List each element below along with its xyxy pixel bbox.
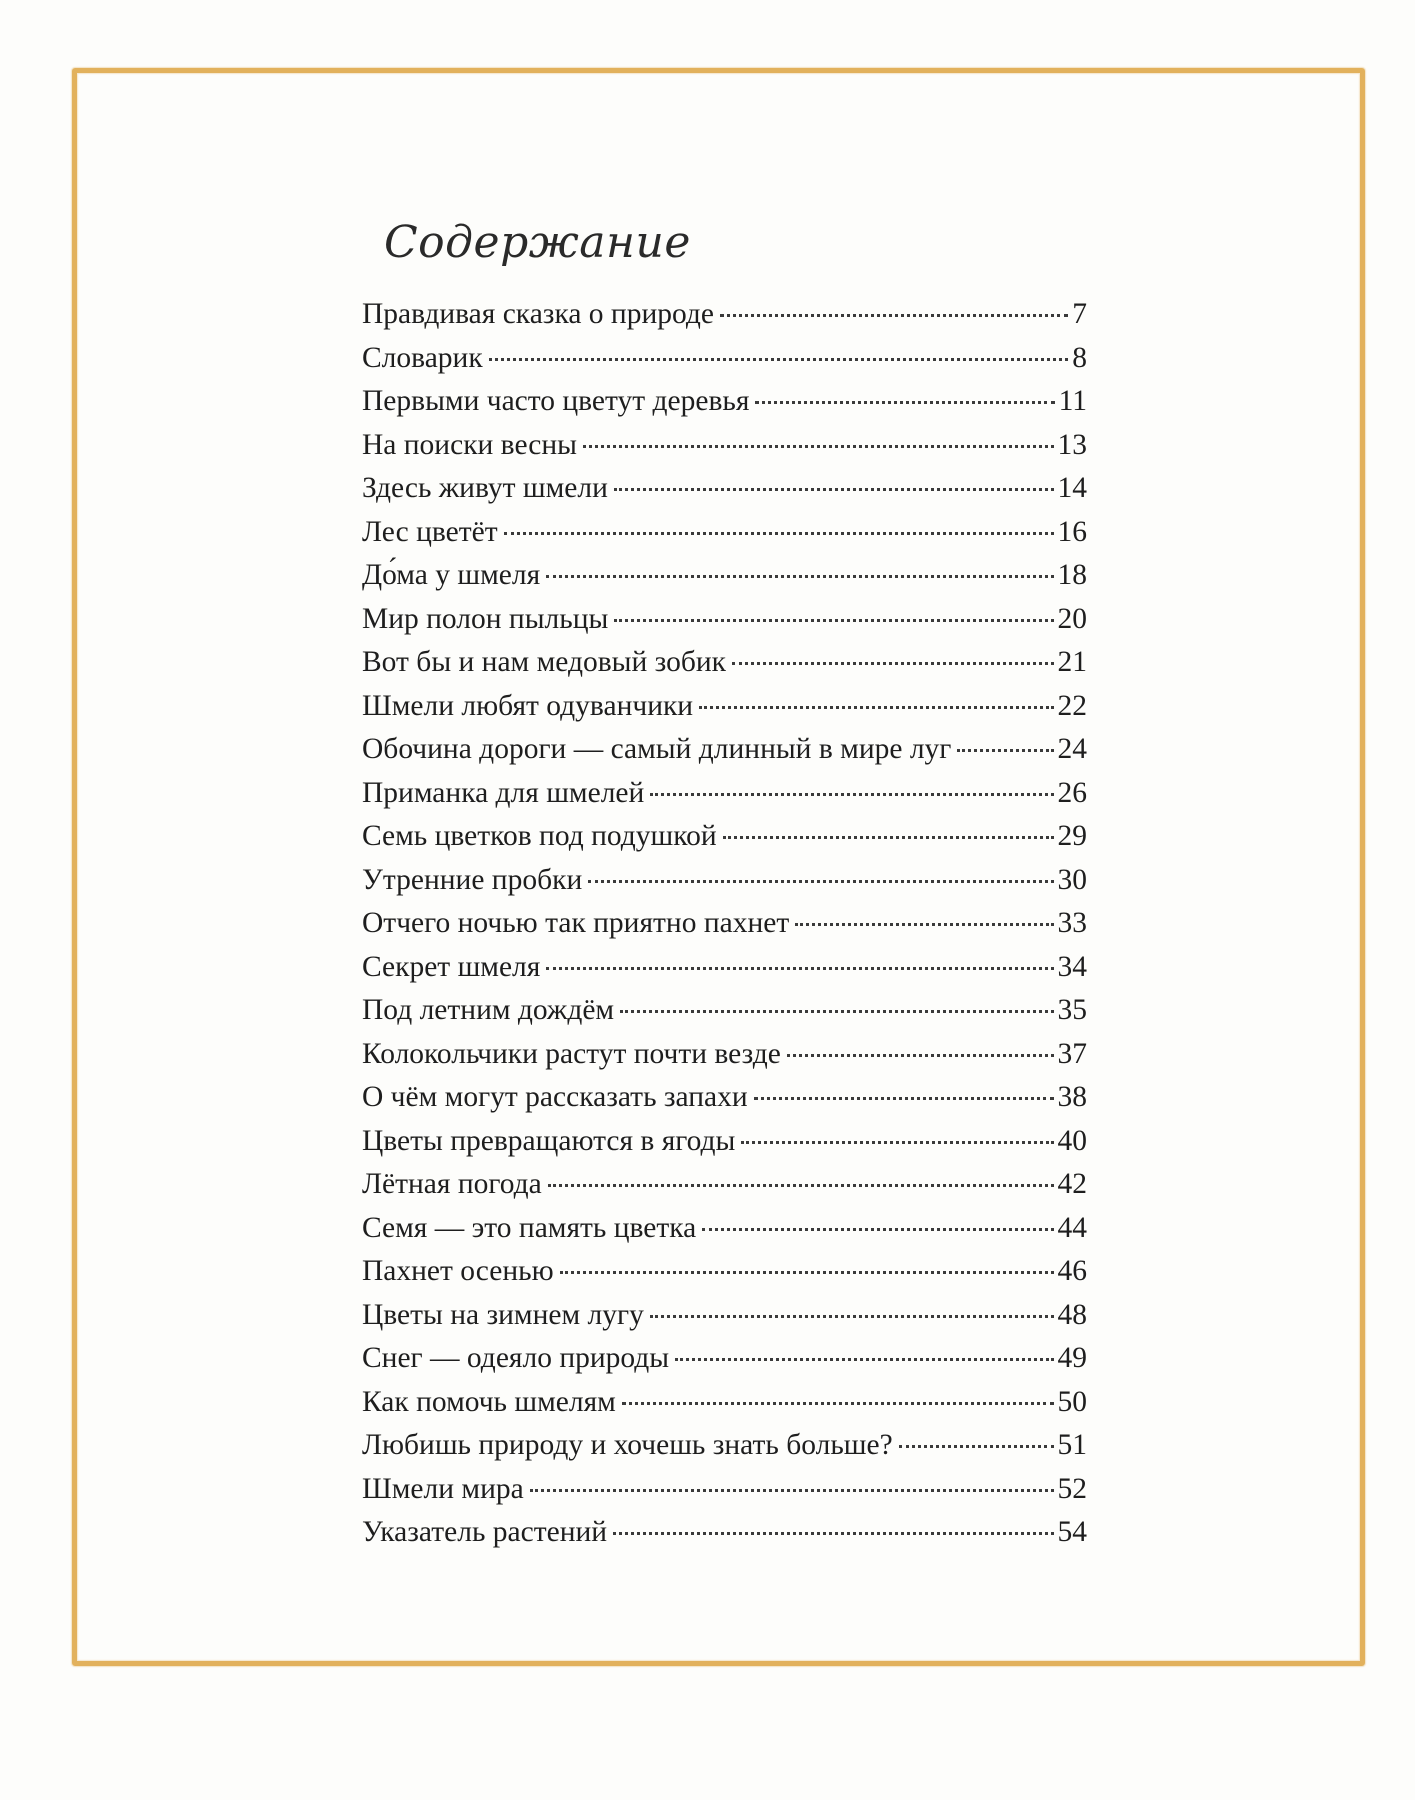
toc-entry-page-number: 44 [1057, 1211, 1087, 1244]
toc-entry [362, 859, 1087, 903]
toc-entry-title: Лётная погода [362, 1168, 542, 1200]
toc-entry-title: Мир полон пыльцы [362, 602, 609, 635]
toc-entry-page-number: 26 [1057, 776, 1087, 809]
toc-entry-title: О чём могут рассказать запахи [362, 1081, 748, 1113]
dot-leader [489, 358, 1069, 361]
toc-entry-page-number: 14 [1057, 472, 1087, 504]
dot-leader [620, 1010, 1053, 1013]
toc-entry-page-number: 18 [1057, 559, 1087, 591]
dot-leader [504, 532, 1054, 535]
toc-list [362, 293, 1087, 1555]
dot-leader [613, 1532, 1053, 1535]
dot-leader [583, 445, 1054, 448]
dot-leader [723, 836, 1054, 839]
dot-leader [732, 662, 1054, 665]
dot-leader [588, 880, 1053, 883]
toc-entry [362, 293, 1087, 337]
toc-entry-page-number: 40 [1057, 1124, 1087, 1157]
toc-entry-page-number: 51 [1057, 1429, 1087, 1461]
toc-entry [362, 641, 1087, 685]
toc-entry [362, 902, 1087, 946]
toc-entry [362, 1381, 1087, 1425]
toc-entry-title: Пахнет осенью [362, 1255, 554, 1287]
toc-entry-page-number: 46 [1057, 1255, 1087, 1287]
toc-entry-page-number: 35 [1057, 994, 1087, 1026]
dot-leader [699, 706, 1053, 709]
toc-entry [362, 772, 1087, 816]
toc-entry [362, 1511, 1087, 1555]
toc-entry-title: Любишь природу и хочешь знать больше? [362, 1429, 893, 1461]
toc-entry [362, 424, 1087, 468]
dot-leader [755, 401, 1054, 404]
dot-leader [614, 619, 1053, 622]
toc-entry [362, 598, 1087, 642]
dot-leader [787, 1054, 1054, 1057]
toc-entry-page-number: 33 [1057, 907, 1087, 939]
dot-leader [741, 1141, 1053, 1144]
toc-entry-title: Шмели любят одуванчики [362, 689, 694, 722]
toc-entry-title: Колокольчики растут почти везде [362, 1037, 781, 1070]
dot-leader [546, 967, 1053, 970]
toc-entry-title: Цветы превращаются в ягоды [362, 1124, 736, 1157]
toc-entry-page-number: 48 [1057, 1298, 1087, 1331]
toc-entry-title: Утренние пробки [362, 863, 583, 896]
dot-leader [702, 1228, 1053, 1231]
toc-entry-title: Шмели мира [362, 1472, 524, 1505]
toc-entry-title: Первыми часто цветут деревья [362, 385, 750, 417]
toc-entry [362, 337, 1087, 381]
toc-entry [362, 685, 1087, 729]
toc-entry [362, 1163, 1087, 1207]
toc-entry-title: Как помочь шмелям [362, 1385, 616, 1418]
dot-leader [754, 1097, 1054, 1100]
dot-leader [650, 1315, 1054, 1318]
toc-entry [362, 511, 1087, 555]
toc-entry-page-number: 42 [1057, 1168, 1087, 1200]
dot-leader [548, 1184, 1054, 1187]
dot-leader [795, 923, 1053, 926]
dot-leader [720, 314, 1068, 317]
toc-entry-title: Снег — одеяло природы [362, 1342, 670, 1374]
toc-entry-title: Правдивая сказка о природе [362, 298, 714, 330]
toc-entry-page-number: 7 [1072, 298, 1087, 330]
toc-entry-page-number: 30 [1057, 863, 1087, 896]
toc-entry-title: Цветы на зимнем лугу [362, 1298, 644, 1331]
toc-entry [362, 1076, 1087, 1120]
toc-entry-title: Вот бы и нам медовый зобик [362, 646, 726, 678]
toc-entry [362, 554, 1087, 598]
toc-entry-title: Секрет шмеля [362, 950, 541, 983]
toc-entry-title: Лес цветёт [362, 515, 498, 548]
toc-entry [362, 1424, 1087, 1468]
toc-title: Содержание [384, 217, 691, 268]
toc-entry [362, 815, 1087, 859]
toc-entry [362, 1033, 1087, 1077]
toc-entry-page-number: 13 [1057, 428, 1087, 461]
toc-entry-title: Обочина дороги — самый длинный в мире луг [362, 733, 952, 765]
toc-entry-page-number: 54 [1057, 1516, 1087, 1548]
toc-entry [362, 380, 1087, 424]
toc-entry [362, 1294, 1087, 1338]
toc-entry-page-number: 34 [1057, 950, 1087, 983]
toc-entry-page-number: 50 [1057, 1385, 1087, 1418]
toc-entry-title: Словарик [362, 341, 483, 374]
toc-entry-page-number: 29 [1057, 820, 1087, 852]
toc-entry-title: На поиски весны [362, 428, 577, 461]
toc-entry-page-number: 20 [1057, 602, 1087, 635]
toc-entry [362, 1468, 1087, 1512]
table-of-contents [362, 215, 1087, 1555]
toc-entry [362, 1120, 1087, 1164]
toc-entry [362, 989, 1087, 1033]
toc-entry-page-number: 49 [1057, 1342, 1087, 1374]
toc-entry [362, 1207, 1087, 1251]
dot-leader [530, 1489, 1054, 1492]
dot-leader [957, 749, 1053, 752]
toc-entry-title: Указатель растений [362, 1516, 608, 1548]
toc-entry [362, 946, 1087, 990]
toc-entry-title: Семя — это память цветка [362, 1211, 697, 1244]
toc-entry-page-number: 37 [1057, 1037, 1087, 1070]
toc-entry-title: Под летним дождём [362, 994, 615, 1026]
toc-entry [362, 1250, 1087, 1294]
dot-leader [899, 1445, 1054, 1448]
toc-entry-page-number: 8 [1072, 341, 1087, 374]
toc-entry-page-number: 21 [1057, 646, 1087, 678]
dot-leader [675, 1358, 1053, 1361]
toc-entry-title: Семь цветков под подушкой [362, 820, 717, 852]
toc-entry [362, 1337, 1087, 1381]
dot-leader [622, 1402, 1054, 1405]
toc-entry [362, 728, 1087, 772]
dot-leader [546, 575, 1053, 578]
toc-entry-page-number: 24 [1057, 733, 1087, 765]
toc-entry-page-number: 38 [1057, 1081, 1087, 1113]
toc-entry-title: Отчего ночью так приятно пахнет [362, 907, 790, 939]
dot-leader [650, 793, 1053, 796]
toc-entry-page-number: 52 [1057, 1472, 1087, 1505]
toc-entry [362, 467, 1087, 511]
dot-leader [560, 1271, 1054, 1274]
toc-entry-title: До́ма у шмеля [362, 559, 541, 591]
dot-leader [614, 488, 1054, 491]
toc-entry-page-number: 11 [1058, 385, 1087, 417]
toc-entry-page-number: 16 [1057, 515, 1087, 548]
toc-entry-title: Приманка для шмелей [362, 776, 645, 809]
toc-entry-page-number: 22 [1057, 689, 1087, 722]
toc-entry-title: Здесь живут шмели [362, 472, 608, 504]
